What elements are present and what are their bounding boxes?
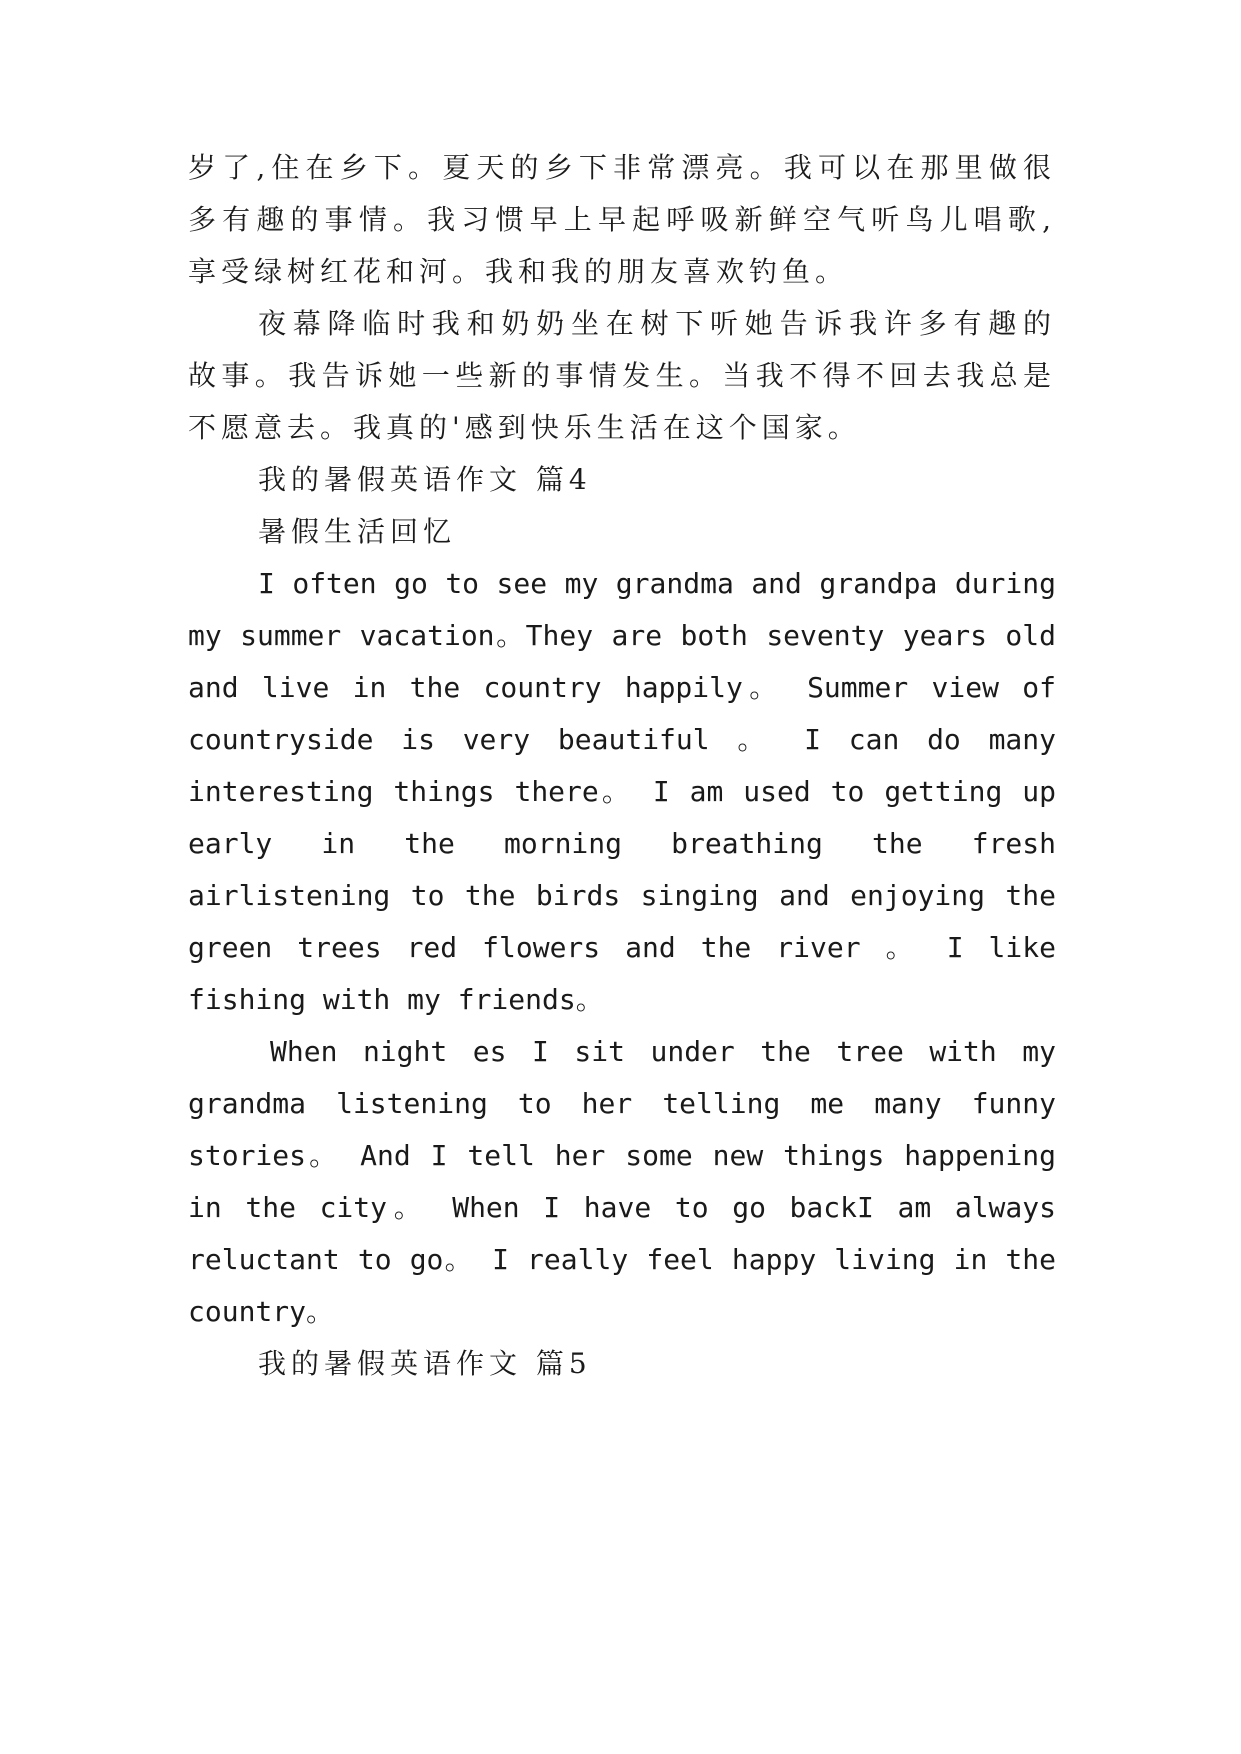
paragraph-line: I often go to see my grandma and grandpa during — [258, 567, 1056, 600]
paragraph-line: 故事。我告诉她一些新的事情发生。当我不得不回去我总是 — [188, 359, 1056, 392]
paragraph-line: green trees red flowers and the river 。 I like — [188, 931, 1056, 964]
paragraph-line: 不愿意去。我真的'感到快乐生活在这个国家。 — [188, 411, 861, 444]
paragraph-line: 岁了,住在乡下。夏天的乡下非常漂亮。我可以在那里做很 — [188, 151, 1056, 184]
paragraph-line: stories。 And I tell her some new things happening — [188, 1139, 1056, 1172]
paragraph-line: and live in the country happily。 Summer view of — [188, 671, 1056, 704]
paragraph-line: countryside is very beautiful 。 I can do many — [188, 723, 1056, 756]
paragraph-line: interesting things there。 I am used to getting up — [188, 775, 1056, 808]
paragraph-line: reluctant to go。 I really feel happy living in the — [188, 1243, 1056, 1276]
paragraph-line: my summer vacation。They are both seventy years old — [188, 619, 1056, 652]
paragraph-line: early in the morning breathing the fresh — [188, 827, 1056, 860]
section-heading: 我的暑假英语作文 篇5 — [258, 1347, 592, 1380]
paragraph-line: country。 — [188, 1295, 335, 1328]
section-subtitle: 暑假生活回忆 — [258, 515, 457, 548]
paragraph-line: airlistening to the birds singing and enjoying the — [188, 879, 1056, 912]
paragraph-line: 夜幕降临时我和奶奶坐在树下听她告诉我许多有趣的 — [258, 307, 1056, 340]
paragraph-line: When night es I sit under the tree with my — [270, 1035, 1056, 1068]
section-heading: 我的暑假英语作文 篇4 — [258, 463, 592, 496]
paragraph-line: in the city。 When I have to go backI am always — [188, 1191, 1056, 1224]
paragraph-line: 享受绿树红花和河。我和我的朋友喜欢钓鱼。 — [188, 255, 849, 288]
paragraph-line: grandma listening to her telling me many funny — [188, 1087, 1056, 1120]
paragraph-line: fishing with my friends。 — [188, 983, 604, 1016]
paragraph-line: 多有趣的事情。我习惯早上早起呼吸新鲜空气听鸟儿唱歌, — [188, 203, 1056, 236]
